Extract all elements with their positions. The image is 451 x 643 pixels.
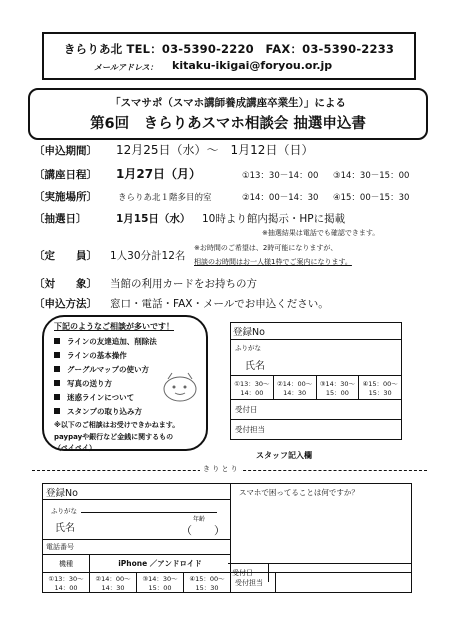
contact-line: きらりあ北 TEL：03-5390-2220 FAX：03-5390-2233 [63,42,395,56]
staff-entry-table [230,322,402,440]
form-model-label: 機種 [43,555,90,573]
method-value: 窓口・電話・FAX・メールでお申込ください。 [110,298,329,310]
staff-reg-no-label: 登録No [233,327,265,338]
lottery-date: 1月15日（水） [116,213,191,225]
staff-slot-4[interactable]: ④15：00～15：30 [359,376,402,400]
form-age-field[interactable]: （ ） [181,524,225,537]
staff-reg-no-cell[interactable] [231,323,402,340]
form-slot-1[interactable]: ①13：30～14：00 [43,573,90,593]
capacity-note-2: 相談のお時間はお一人様1枠でご案内になります。 [194,258,352,266]
bullet-square-icon [54,394,60,400]
bullet-square-icon [54,338,60,344]
slot-1: ①13：30－14：00 [242,171,319,181]
form-slot-4[interactable]: ④15：00～15：30 [184,573,231,593]
form-furigana-label: ふりがな [51,507,77,515]
method-label: 〔申込方法〕 [34,298,97,310]
form-received-separator [268,563,269,582]
slot-4: ④15：00－15：30 [333,193,410,203]
lottery-detail: 10時より館内掲示・HPに掲載 [202,213,346,225]
lottery-label: 〔抽選日〕 [34,213,87,225]
page-title: 第6回 きらりあスマホ相談会 抽選申込書 [90,116,366,132]
form-question-label: スマホで困ってることは何ですか？ [239,488,359,497]
form-slot-3[interactable]: ③14：30～15：00 [137,573,184,593]
form-model-value[interactable]: iPhone ／アンドロイド [90,555,231,573]
consult-note-paren: （ペイペイ） [54,444,96,452]
capacity-value: 1人30分計12名 [110,250,186,262]
slot-2: ②14：00－14：30 [242,193,319,203]
staff-received-cell[interactable] [231,400,402,420]
consult-note-detail: paypayや銀行など金銭に関するもの [54,433,174,441]
target-value: 当館の利用カードをお持ちの方 [110,278,257,290]
staff-slot-1[interactable]: ①13：30～14：00 [231,376,274,400]
form-reg-no-label: 登録No [46,487,78,499]
consult-item: ラインの友達追加、削除法 [54,336,157,347]
consult-item: 迷惑ラインについて [54,392,134,403]
consult-item: スタンプの取り込み方 [54,406,142,417]
cut-line-label: き り と り [200,464,241,474]
form-name-label: 氏名 [55,523,75,534]
title-box [28,88,428,140]
staff-slot-3[interactable]: ③14：30～15：00 [316,376,359,400]
staff-name-cell[interactable] [231,340,402,376]
form-phone-cell[interactable] [43,540,231,555]
date-label: 〔講座日程〕 [34,169,97,181]
mascot-illustration-icon [160,369,200,403]
venue-value: きらりあ北１階多目的室 [118,193,212,203]
form-reg-no-cell[interactable] [43,484,231,500]
title-subline: 「スマサポ（スマホ講師養成講座卒業生）」による [110,97,346,109]
consult-item: グーグルマップの使い方 [54,364,149,375]
form-slot-2[interactable]: ②14：00～14：30 [90,573,137,593]
staff-handler-cell[interactable] [231,420,402,440]
email-address: kitaku-ikigai@foryou.or.jp [172,59,333,72]
email-label: メールアドレス： [94,63,158,72]
consult-bubble [42,315,208,451]
contact-box [42,32,416,80]
consult-title: 下記のようなご相談が多いです！ [54,322,174,331]
bullet-square-icon [54,380,60,386]
form-phone-label: 電話番号 [46,543,74,551]
form-name-cell[interactable] [43,500,231,540]
period-value: 12月25日（水）～ 1月12日（日） [116,143,314,157]
bullet-square-icon [54,408,60,414]
application-form-table [42,483,412,593]
staff-table-caption: スタッフ記入欄 [256,451,312,460]
date-value: 1月27日（月） [116,167,202,181]
form-handler-label: 受付担当 [231,573,276,593]
period-label: 〔申込期間〕 [34,145,97,157]
consult-item: ラインの基本操作 [54,350,127,361]
capacity-label: 〔定 員〕 [34,250,97,262]
form-question-cell[interactable] [231,484,412,573]
venue-label: 〔実施場所〕 [34,191,97,203]
capacity-note-1: ※お時間のご希望は、2時可能になりますが、 [194,244,338,252]
bullet-square-icon [54,352,60,358]
staff-received-label: 受付日 [235,405,258,414]
form-handler-field[interactable] [276,573,412,593]
form-received-divider [228,563,412,564]
staff-name-label: 氏名 [245,361,265,372]
consult-note: ※以下のご相談はお受けできかねます。 [54,421,180,429]
consult-item: 写真の送り方 [54,378,112,389]
staff-slot-2[interactable]: ②14：00～14：30 [273,376,316,400]
slot-3: ③14：30－15：00 [333,171,410,181]
staff-furigana-label: ふりがな [235,344,261,352]
form-received-label: 受付日 [232,569,253,577]
lottery-note: ※抽選結果は電話でも確認できます。 [262,229,380,237]
staff-handler-label: 受付担当 [235,425,265,434]
form-age-label: 年齢 [193,516,206,523]
furigana-divider [81,512,217,513]
target-label: 〔対 象〕 [34,278,97,290]
bullet-square-icon [54,366,60,372]
